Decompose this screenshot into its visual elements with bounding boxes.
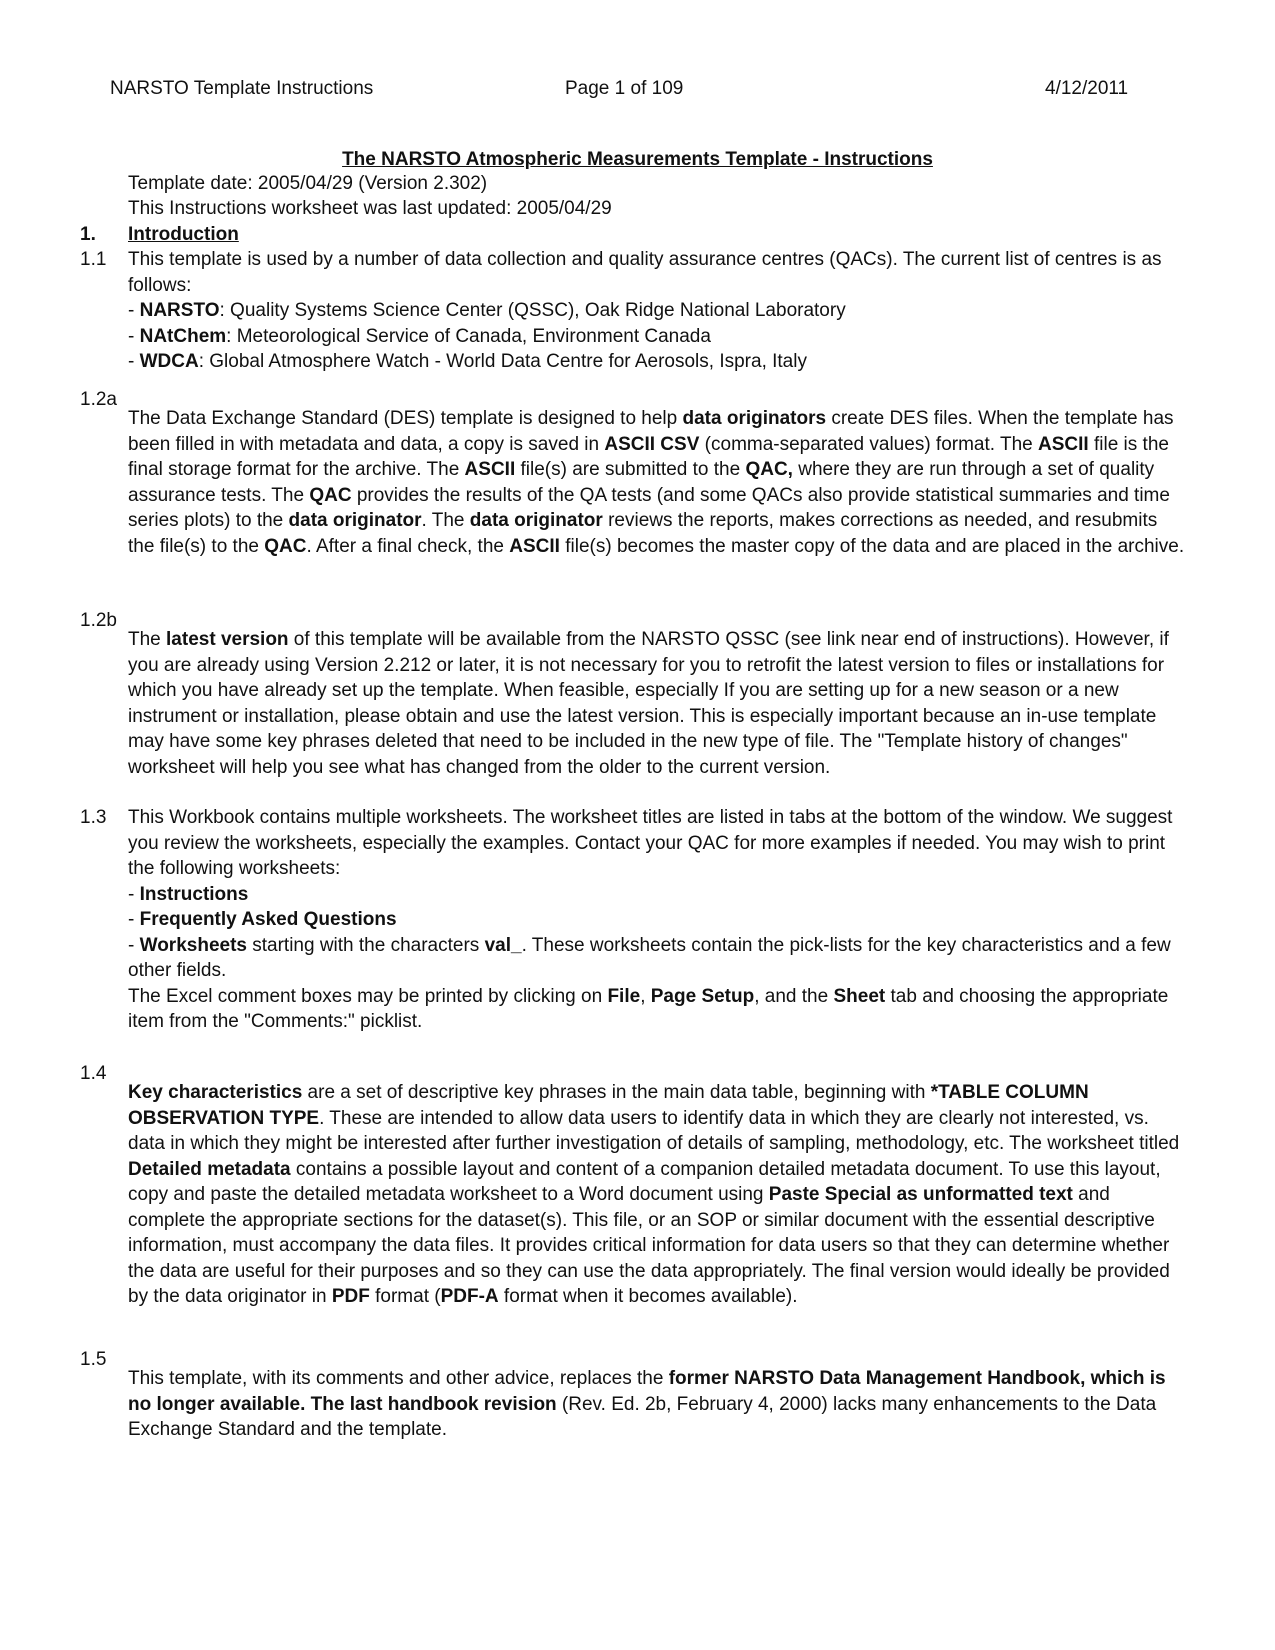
centre-name: NARSTO [139,300,220,321]
header-page-number: Page 1 of 109 [565,78,684,99]
section-number: 1.5 [80,1349,107,1370]
paragraph: The latest version of this template will be available from the NARSTO QSSC (see link near end of instructions). However, if you are already using Version 2.212 or later, it is not necessary for you to retrofit the latest version to files or installations for which you have already set up the template. When feasible, especially If you are setting up for a new season or a new instrument or installation, please obtain and use the latest version. This is especially important because an in-use template may have some key phrases deleted that need to be included in the new type of file. The "Template history of changes" worksheet will help you see what has changed from the older to the current version. [128,629,1169,778]
list-item: - Instructions [128,883,249,905]
paragraph: This Workbook contains multiple worksheets. The worksheet titles are listed in tabs at the bottom of the window. We suggest you review the worksheets, especially the examples. Contact your QAC for more examples if needed. You may wish to print the following worksheets: [128,807,1173,879]
section-heading: Introduction [128,224,239,245]
centre-name: NAtChem [139,325,227,347]
section-number: 1.3 [80,807,107,828]
centre-name: WDCA [139,351,199,372]
header-date: 4/12/2011 [1045,78,1129,99]
list-item: - Frequently Asked Questions [128,909,397,930]
list-item: - NARSTO: Quality Systems Science Center (QSSC), Oak Ridge National Laboratory [128,300,846,321]
page-title: The NARSTO Atmospheric Measurements Template - Instructions [342,149,933,170]
list-item: - WDCA: Global Atmosphere Watch - World Data Centre for Aerosols, Ispra, Italy [128,351,807,372]
template-date: Template date: 2005/04/29 (Version 2.302) [128,173,488,194]
last-updated: This Instructions worksheet was last updated: 2005/04/29 [128,198,612,219]
paragraph: Key characteristics are a set of descriptive key phrases in the main data table, beginning with *TABLE COLUMN OBSERVATION TYPE. These are intended to allow data users to identify data in which they are clearly not interested, vs. data in which they might be interested after further investigation of details of sampling, methodology, etc. The worksheet titled Detailed metadata contains a possible layout and content of a companion detailed metadata document. To use this layout, copy and paste the detailed metadata worksheet to a Word document using Paste Special as unformatted text and complete the appropriate sections for the dataset(s). This file, or an SOP or similar document with the essential descriptive information, must accompany the data files. It provides critical information for data users so that they can determine whether the data are useful for their purposes and so they can use the data appropriately. The final version would ideally be provided by the data originator in PDF format (PDF-A format when it becomes available). [128,1082,1180,1307]
list-item: - NAtChem: Meteorological Service of Canada, Environment Canada [128,325,711,347]
paragraph: The Excel comment boxes may be printed by clicking on File, Page Setup, and the Sheet tab and choosing the appropriate item from the "Comments:" picklist. [128,985,1169,1032]
section-number: 1.2b [80,610,117,631]
section-number: 1.4 [80,1063,107,1084]
header-doc-name: NARSTO Template Instructions [110,78,374,99]
paragraph: The Data Exchange Standard (DES) template is designed to help data originators create DES files. When the template has been filled in with metadata and data, a copy is saved in ASCII CSV (comma-separated values) format. The ASCII file is the final storage format for the archive. The ASCII file(s) are submitted to the QAC, where they are run through a set of quality assurance tests. The QAC provides the results of the QA tests (and some QACs also provide statistical summaries and time series plots) to the data originator. The data originator reviews the reports, makes corrections as needed, and resubmits the file(s) to the QAC. After a final check, the ASCII file(s) becomes the master copy of the data and are placed in the archive. [128,408,1185,557]
paragraph: This template, with its comments and other advice, replaces the former NARSTO Data Management Handbook, which is no longer available. The last handbook revision (Rev. Ed. 2b, February 4, 2000) lacks many enhancements to the Data Exchange Standard and the template. [128,1368,1166,1440]
section-body [128,805,1188,1035]
list-item: - Worksheets starting with the characters val_. These worksheets contain the pick-lists for the key characteristics and a few other fields. [128,934,1171,981]
section-number: 1. [80,224,96,245]
paragraph: This template is used by a number of data collection and quality assurance centres (QACs). The current list of centres is as follows: [128,249,1162,296]
section-body [128,247,1188,375]
section-number: 1.2a [80,389,117,410]
section-number: 1.1 [80,249,107,270]
